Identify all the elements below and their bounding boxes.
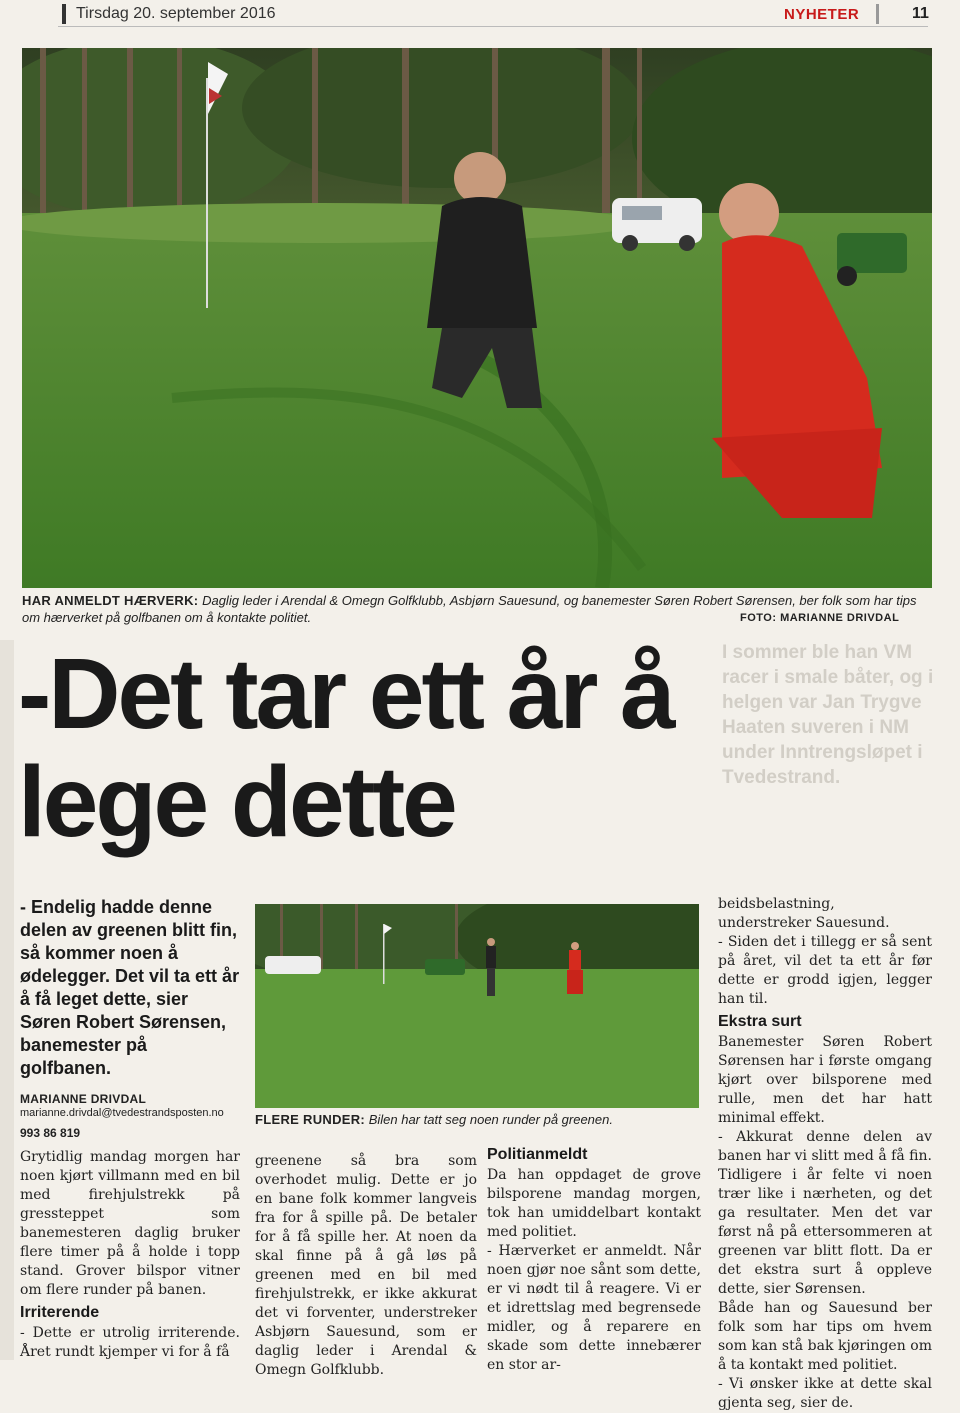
c1-paragraph-2: - Dette er utrolig irriterende. Året rundt kjemper vi for å få — [20, 1325, 240, 1360]
c1-paragraph-1: Grytidlig mandag morgen har noen kjørt villmann med en bil med firehjulstrekk på gressteppet som banemesteren daglig bruker flere timer på å holde i topp stand. Grover bilspor vitner om flere runder på banen. — [20, 1149, 240, 1298]
subhead-politianmeldt: Politianmeldt — [487, 1146, 588, 1163]
second-photo-caption — [255, 1112, 705, 1127]
lead-paragraph: - Endelig hadde denne delen av greenen blitt fin, så kommer noen å ødelegger. Det vil ta ett år å få leget dette, sier Søren Robert Sørensen, banemester på golfbanen. — [20, 897, 240, 1078]
article-column-2 — [255, 1152, 477, 1380]
caption2-label: FLERE RUNDER: — [255, 1112, 366, 1127]
c4-paragraph-1: beidsbelastning, understreker Sauesund. — [718, 896, 890, 931]
byline-phone: 993 86 819 — [20, 1126, 81, 1140]
subhead-ekstra-surt: Ekstra surt — [718, 1013, 802, 1030]
headline: -Det tar ett år å lege dette — [18, 638, 673, 858]
byline-name: MARIANNE DRIVDAL — [20, 1092, 147, 1106]
c3-paragraph-1: Da han oppdaget de grove bilsporene mandag morgen, tok han umiddelbart kontakt med politiet. — [487, 1167, 701, 1240]
second-photo — [255, 904, 699, 1108]
caption-label: HAR ANMELDT HÆRVERK: — [22, 593, 199, 608]
c4-paragraph-4: - Akkurat denne delen av banen har vi slitt med å få fin. Tidligere i år felte vi noen trær like i nærheten, og det ga resultater. Men det var først nå på ettersommeren at greenen var blitt flott. Da er det ekstra surt å oppleve dette, sier Sørensen. — [718, 1129, 932, 1297]
golf-green-photo — [22, 48, 932, 588]
ghost-text-right: I sommer ble han VM racer i smale båter, og i helgen var Jan Trygve Haaten suveren i NM under Inntrengsløpet i Tvedestrand. — [722, 642, 934, 788]
article-column-3 — [487, 1142, 701, 1375]
photo-credit: FOTO: MARIANNE DRIVDAL — [740, 612, 900, 624]
c4-paragraph-2: - Siden det i tillegg er så sent på året, vil det ta ett år før dette er grodd igjen, legger han til. — [718, 934, 932, 1007]
c2-paragraph-1: greenene så bra som overhodet mulig. Dette er jo en bane folk kommer langveis fra for å spille på. De betaler for å få spille her. At noen da skal finne på å gå løs på greenen med en bil med firehjulstrekk, er ikke akkurat det vi forventer, understreker Asbjørn Sauesund, som er daglig leder i Arendal & Omegn Golfklubb. — [255, 1153, 477, 1378]
page-number: 11 — [912, 5, 929, 22]
article-column-1 — [20, 1148, 240, 1362]
background-strip — [0, 640, 14, 1360]
golf-green-wide-photo — [255, 904, 699, 1108]
article-column-4 — [718, 895, 932, 1413]
byline — [20, 1092, 250, 1140]
c4-paragraph-5: Både han og Sauesund ber folk som har tips om hvem som kan stå bak kjøringen om å ta kontakt med politiet. — [718, 1300, 932, 1373]
main-photo — [22, 48, 932, 588]
caption-text: Daglig leder i Arendal & Omegn Golfklubb, Asbjørn Sauesund, og banemester Søren Robert Sørensen, ber folk som har tips om hærverket på golfbanen om å kontakte politiet. — [22, 593, 917, 625]
byline-email: marianne.drivdal@tvedestrandsposten.no — [20, 1107, 224, 1119]
header-rule — [58, 26, 928, 27]
header-left-bar — [62, 4, 66, 24]
c3-paragraph-2: - Hærverket er anmeldt. Når noen gjør noe sånt som dette, er vi nødt til å reagere. Vi er et idrettslag med begrensede midler, og å reparere en skade som dette innebærer en stor ar- — [487, 1243, 701, 1373]
caption2-text: Bilen har tatt seg noen runder på greenen. — [368, 1112, 613, 1127]
section-label: NYHETER — [784, 6, 860, 23]
c4-paragraph-6: - Vi ønsker ikke at dette skal gjenta seg, sier de. — [718, 1376, 932, 1411]
page-date: Tirsdag 20. september 2016 — [76, 5, 276, 22]
header-right-bar — [876, 4, 879, 24]
c4-paragraph-3: Banemester Søren Robert Sørensen har i første omgang kjørt over bilsporene med rulle, men det har hatt minimal effekt. — [718, 1034, 932, 1126]
subhead-irriterende: Irriterende — [20, 1304, 100, 1321]
